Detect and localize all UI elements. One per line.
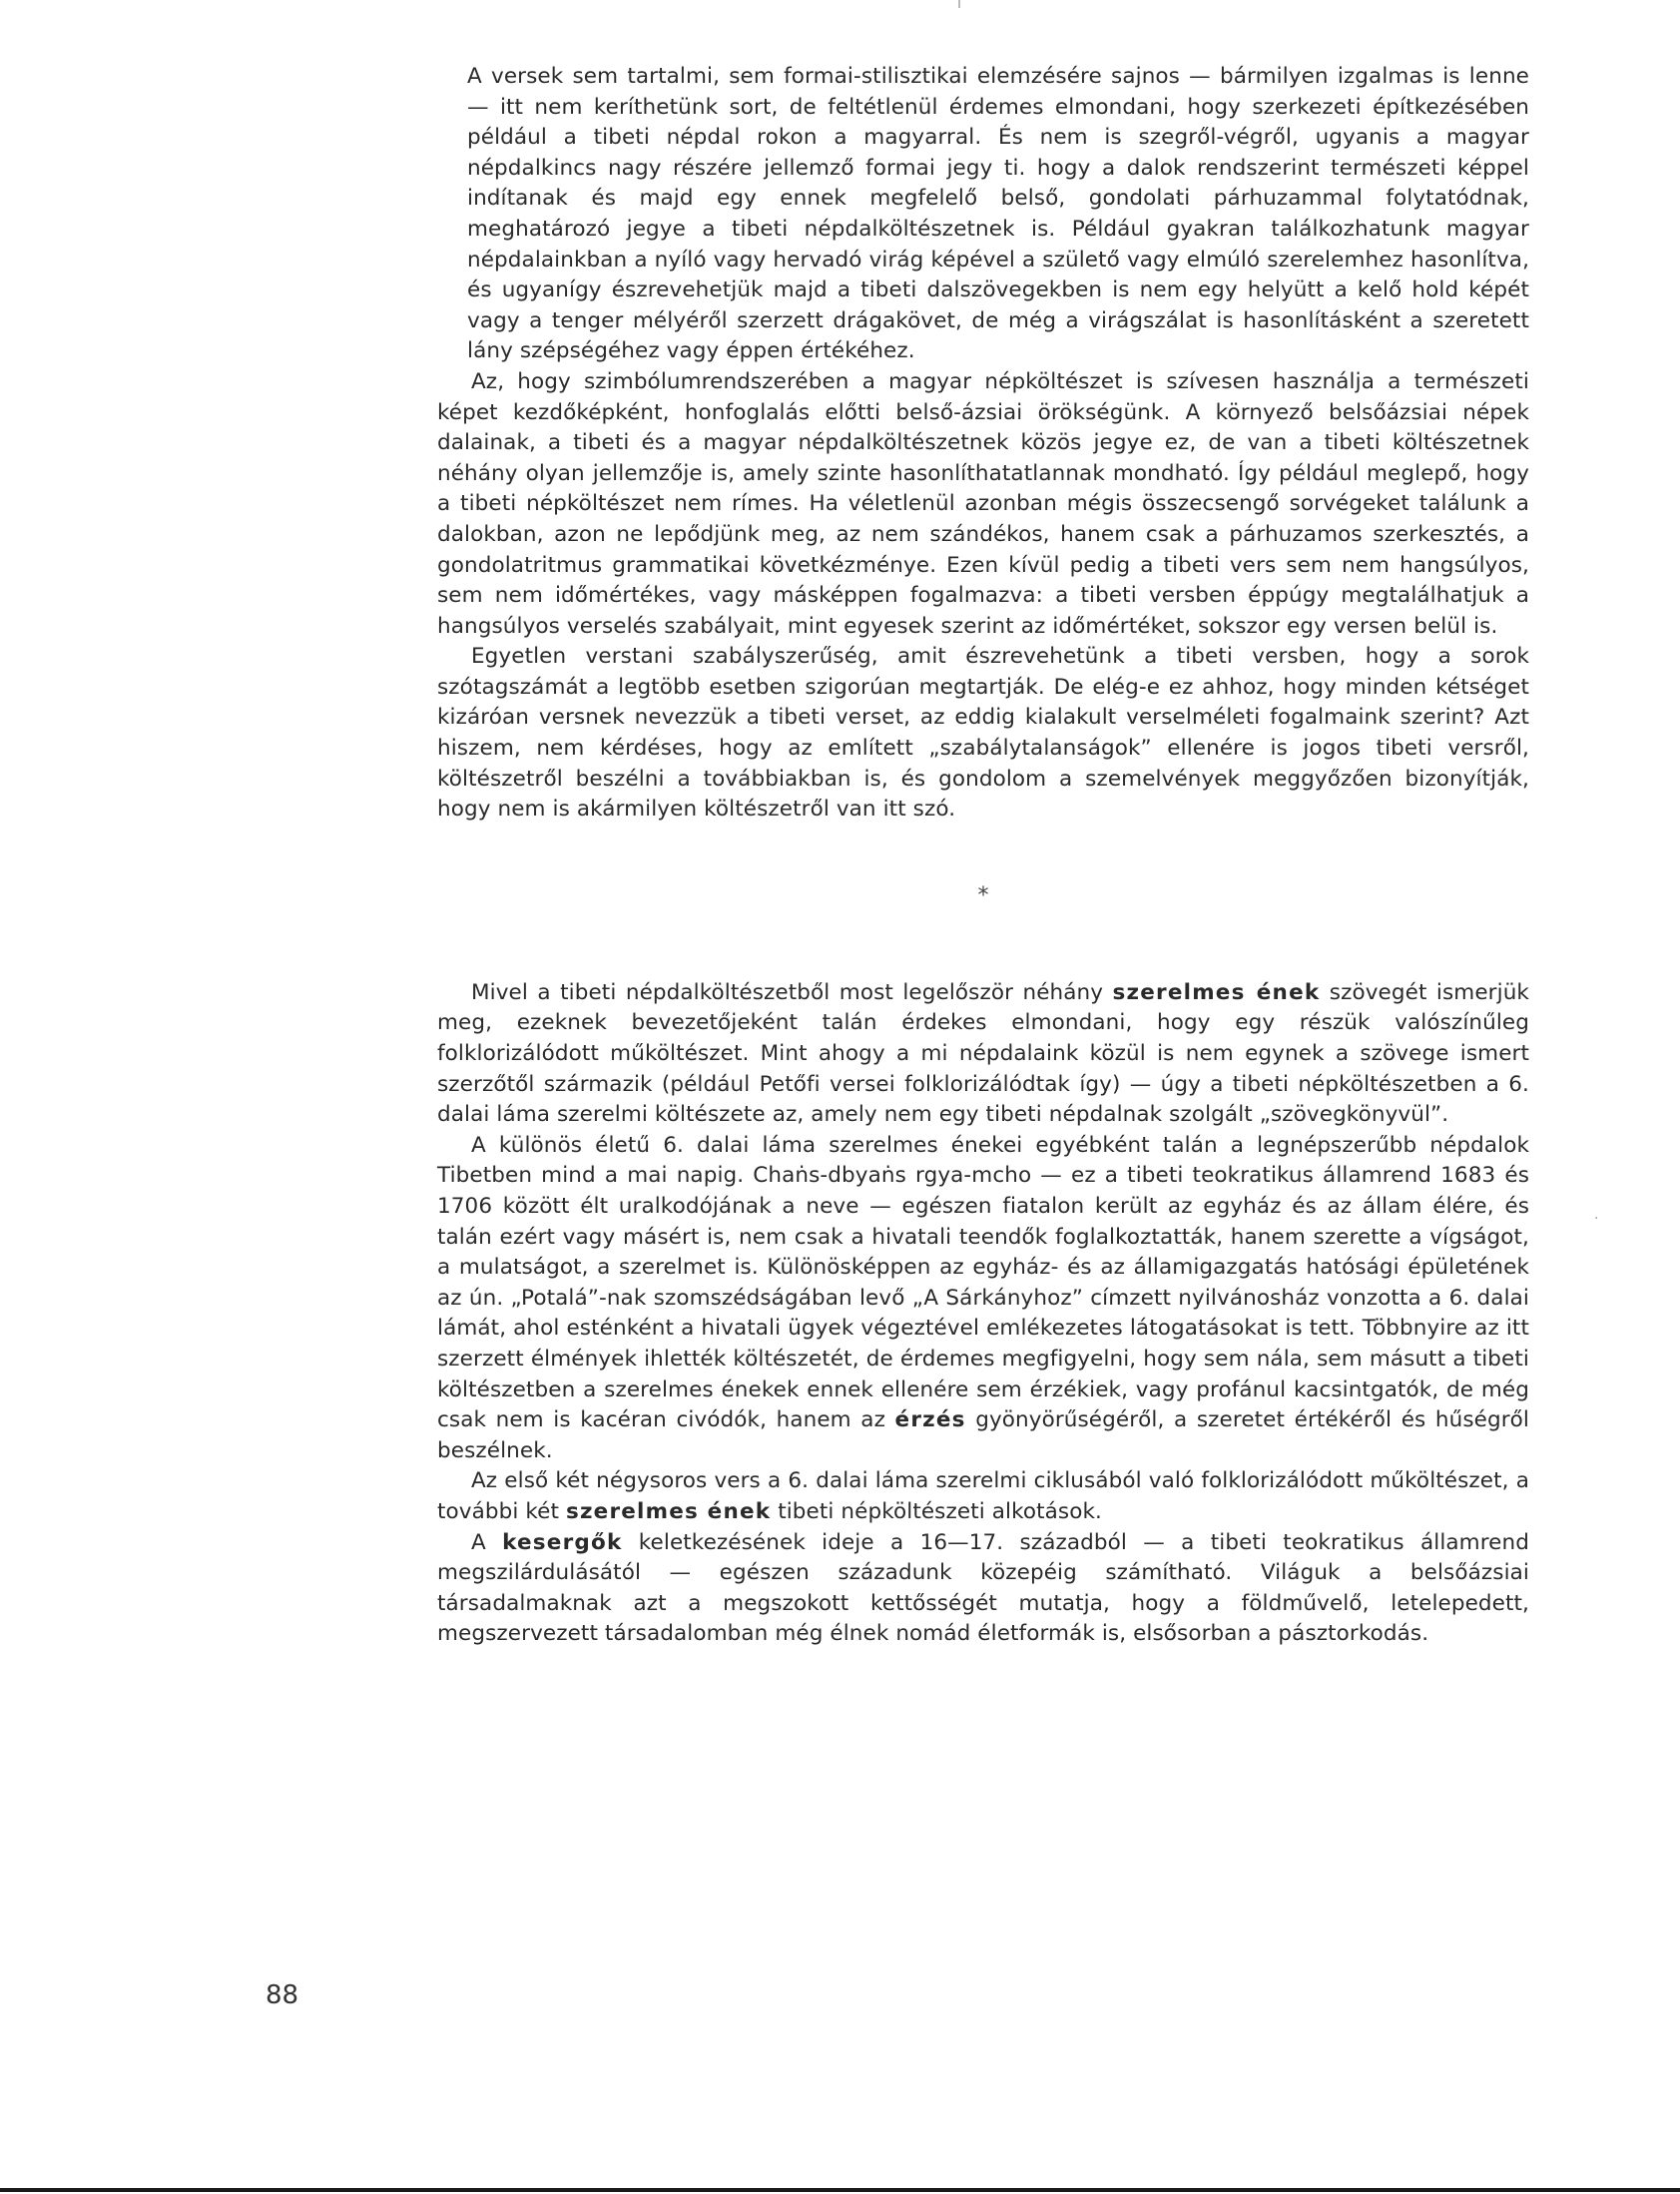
emphasis-term: szerelmes ének bbox=[565, 1498, 772, 1524]
section-separator: * bbox=[977, 882, 989, 908]
bottom-scan-edge bbox=[0, 2188, 1680, 2192]
paragraph-4 bbox=[437, 978, 1529, 1131]
paragraph-7 bbox=[437, 1528, 1529, 1650]
paragraph-2: Az, hogy szimbólumrendszerében a magyar népköltészet is szívesen használja a természeti képet kezdőképként, honfoglalás előtti belső-ázsiai örökségünk. A környező belsőázsiai népek dalainak, a tibeti és a magyar népdalköltészetnek közös jegye ez, de van a tibeti költészetnek néhány olyan jellemzője is, amely szinte hasonlíthatatlannak mondható. Így például meglepő, hogy a tibeti népköltészet nem rímes. Ha véletlenül azonban mégis összecsengő sorvégeket találunk a dalokban, azon ne lepődjünk meg, az nem szándékos, hanem csak a párhuzamos szerkesztés, a gondolatritmus grammatikai követkézménye. Ezen kívül pedig a tibeti vers sem nem hangsúlyos, sem nem időmértékes, vagy másképpen fogalmazva: a tibeti versben éppúgy megtalálhatjuk a hangsúlyos verselés szabályait, mint egyesek szerint az időmértéket, sokszor egy versen belül is. bbox=[437, 368, 1529, 639]
text-run: Az első két négysoros vers a 6. dalai láma szerelmi ciklusából való folklorizálódott műköltészet, a további két bbox=[437, 1468, 1529, 1524]
emphasis-term: szerelmes ének bbox=[1112, 979, 1321, 1005]
text-run: keletkezésének ideje a 16—17. századból — a tibeti teokratikus államrend megszilárdulásától — egészen századunk közepéig számítható. Világuk a belsőázsiai társadalmaknak azt a megszokott kettősségét mutatja, hogy a földművelő, letelepedett, megszervezett társadalomban még élnek nomád életformák is, elsősorban a pásztorkodás. bbox=[437, 1529, 1529, 1647]
page-number: 88 bbox=[266, 1980, 299, 2010]
text-run: gyönyörűségéről, a szeretet értékéről és hűségről beszélnek. bbox=[437, 1407, 1530, 1463]
text-run: A különös életű 6. dalai láma szerelmes énekei egyébként talán a legnépszerűbb népdalok Tibetben mind a mai napig. Chaṅs-dbyaṅs rgya-mcho — ez a tibeti teokratikus államrend 1683 és 1706 között élt uralkodójának a neve — egészen fiatalon került az egyház és az állam élére, és talán ezért vagy másért is, nem csak a hivatali teendők foglalkoztatták, hanem szerette a vígságot, a mulatságot, a szerelmet is. Különösképpen az egyház- és az államigazgatás hatósági épületének az ún. „Potalá”-nak szomszédságában levő „A Sárkányhoz” címzett nyilvánosház vonzotta a 6. dalai lámát, ahol esténként a hivatali ügyek végeztével emlékezetes látogatásokat is tett. Többnyire az itt szerzett élmények ihlették költészetét, de érdemes megfigyelni, hogy sem nála, sem másutt a tibeti költészetben a szerelmes énekek ennek ellenére sem érzékiek, vagy profánul kacsintgatók, de még csak nem is kacéran civódók, hanem az bbox=[437, 1132, 1529, 1433]
paragraph-3: Egyetlen verstani szabályszerűség, amit észrevehetünk a tibeti versben, hogy a sorok szótagszámát a legtöbb esetben szigorúan megtartják. De elég-e ez ahhoz, hogy minden kétséget kizáróan versnek nevezzük a tibeti verset, az eddig kialakult verselméleti fogalmaink szerint? Azt hiszem, nem kérdéses, hogy az említett „szabálytalanságok” ellenére is jogos tibeti versről, költészetről beszélni a továbbiakban is, és gondolom a szemelvények meggyőzően bizonyítják, hogy nem is akármilyen költészetről van itt szó. bbox=[437, 644, 1529, 823]
text-run: szövegét ismerjük meg, ezeknek bevezetőjeként talán érdekes elmondani, hogy egy részük valószínűleg folklorizálódott műköltészet. Mint ahogy a mi népdalaink közül is nem egynek a szövege ismert szerzőtől származik (például Petőfi versei folklorizálódtak így) — úgy a tibeti népköltészetben a 6. dalai láma szerelmi költészete az, amely nem egy tibeti népdalnak szolgált „szövegkönyvül”. bbox=[437, 979, 1529, 1128]
paragraph-6 bbox=[437, 1466, 1529, 1527]
emphasis-term: érzés bbox=[894, 1407, 966, 1433]
margin-mark: · bbox=[1594, 1211, 1599, 1227]
text-run: Mivel a tibeti népdalköltészetből most legelőször néhány bbox=[471, 979, 1113, 1005]
scan-top-mark bbox=[958, 0, 960, 8]
text-run: A bbox=[471, 1529, 503, 1555]
text-run: tibeti népköltészeti alkotások. bbox=[771, 1498, 1102, 1524]
emphasis-term: kesergők bbox=[502, 1529, 623, 1555]
paragraph-1: A versek sem tartalmi, sem formai-stilisztikai elemzésére sajnos — bármilyen izgalmas is lenne — itt nem keríthetünk sort, de feltétlenül érdemes elmondani, hogy szerkezeti építkezésében például a tibeti népdal rokon a magyarral. És nem is szegről-végről, ugyanis a magyar népdalkincs nagy részére jellemző formai jegy ti. hogy a dalok rendszerint természeti képpel indítanak és majd egy ennek megfelelő belső, gondolati párhuzammal folytatódnak, meghatározó jegye a tibeti népdalköltészetnek is. Például gyakran találkozhatunk magyar népdalainkban a nyíló vagy hervadó virág képével a születő vagy elmúló szerelemhez hasonlítva, és ugyanígy észrevehetjük majd a tibeti dalszövegekben is nem egy helyütt a kelő hold képét vagy a tenger mélyéről szerzett drágakövet, de még a virágszálat is hasonlításként a szeretett lány szépségéhez vagy éppen értékéhez. bbox=[467, 64, 1529, 364]
paragraph-5 bbox=[437, 1131, 1529, 1467]
page-body bbox=[437, 62, 1529, 1650]
